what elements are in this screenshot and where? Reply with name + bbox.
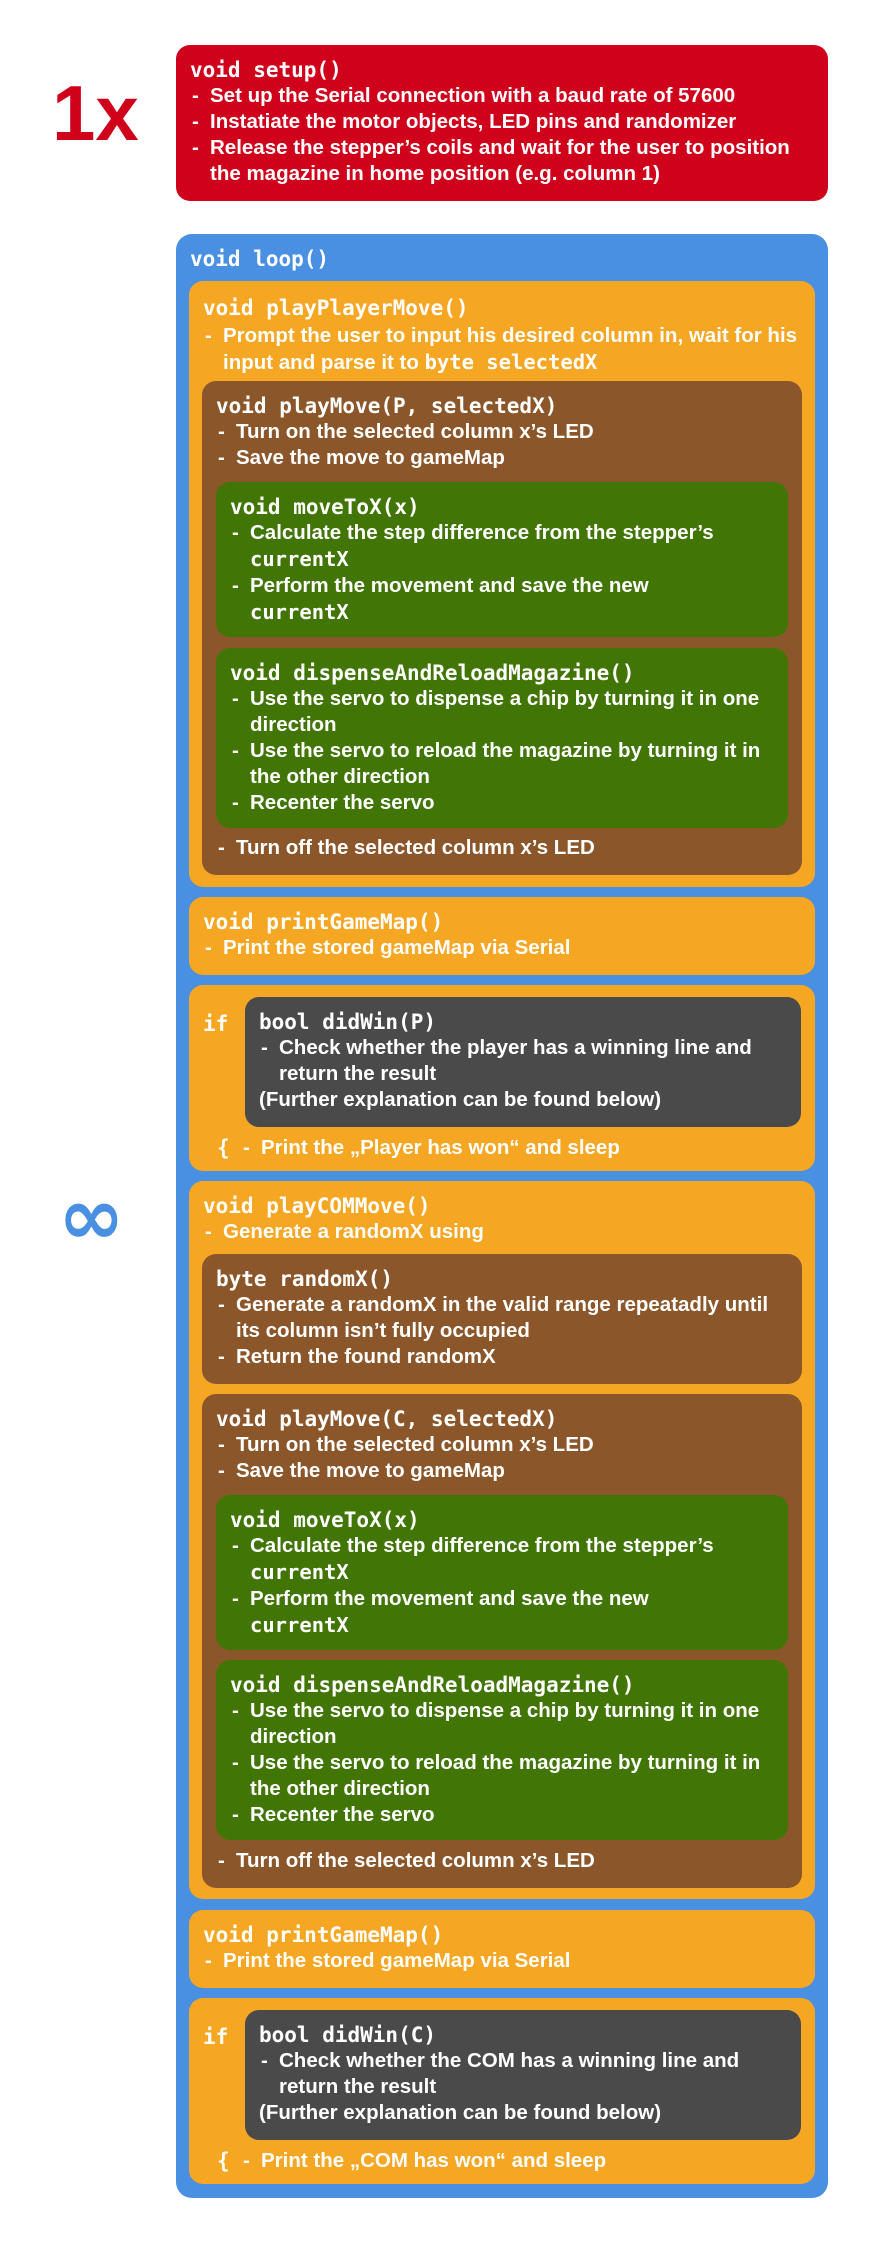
list-item: - Save the move to gameMap: [216, 445, 786, 471]
print-game-map-list: [203, 1948, 803, 1974]
list-item: - Save the move to gameMap: [216, 1458, 786, 1484]
setup-header: void setup(): [190, 58, 342, 82]
dispense-c-block: [216, 1660, 788, 1840]
list-item: - Recenter the servo: [230, 1802, 780, 1828]
brace: {: [217, 1136, 230, 1160]
if-keyword: if: [203, 2025, 229, 2049]
print-game-map-block: [189, 1910, 815, 1988]
inline-code: currentX: [250, 1560, 349, 1584]
did-win-p-header: bool didWin(P): [259, 1010, 437, 1034]
dispense-c-header: void dispenseAndReloadMagazine(): [230, 1673, 635, 1697]
did-win-p-list: [259, 1035, 779, 1087]
list-item: - Return the found randomX: [216, 1344, 786, 1370]
list-item: - Use the servo to reload the magazine by turning it in the other direction: [230, 1750, 780, 1802]
play-com-move-header: void playCOMMove(): [203, 1194, 431, 1218]
print-game-map-header: void printGameMap(): [203, 1923, 444, 1947]
list-item: - Calculate the step difference from the stepper’s currentX: [230, 520, 780, 573]
if-com-won-block: [189, 1998, 815, 2184]
play-move-p-list: [216, 419, 786, 471]
play-move-p-header: void playMove(P, selectedX): [216, 394, 558, 418]
dispense-p-header: void dispenseAndReloadMagazine(): [230, 661, 635, 685]
list-item: - Print the „COM has won“ and sleep: [241, 2148, 781, 2174]
inline-code: byte selectedX: [424, 350, 598, 374]
if-keyword: if: [203, 1012, 229, 1036]
list-item: - Print the „Player has won“ and sleep: [241, 1135, 781, 1161]
list-item: - Print the stored gameMap via Serial: [203, 1948, 803, 1974]
play-move-c-header: void playMove(C, selectedX): [216, 1407, 558, 1431]
setup-list: [190, 83, 810, 187]
did-win-c-block: [245, 2010, 801, 2140]
list-item: - Calculate the step difference from the stepper’s currentX: [230, 1533, 780, 1586]
once-label: 1x: [52, 69, 139, 157]
did-win-c-list: [259, 2048, 779, 2100]
move-to-x-c-block: [216, 1495, 788, 1650]
did-win-p-block: [245, 997, 801, 1127]
dispense-p-list: [230, 686, 780, 816]
did-win-p-note: (Further explanation can be found below): [259, 1088, 662, 1111]
move-to-x-c-list: [230, 1533, 780, 1639]
did-win-c-note: (Further explanation can be found below): [259, 2101, 662, 2124]
list-item: - Perform the movement and save the new currentX: [230, 1586, 780, 1639]
brace: {: [217, 2149, 230, 2173]
list-item: - Release the stepper’s coils and wait for the user to position the magazine in home position (e.g. column 1): [190, 135, 810, 187]
list-item: - Instatiate the motor objects, LED pins and randomizer: [190, 109, 810, 135]
list-item: - Use the servo to reload the magazine by turning it in the other direction: [230, 738, 780, 790]
list-item: - Print the stored gameMap via Serial: [203, 935, 803, 961]
play-com-move-list: [203, 1219, 803, 1245]
dispense-c-list: [230, 1698, 780, 1828]
play-move-c-footer: [216, 1848, 786, 1874]
list-item: - Prompt the user to input his desired column in, wait for his input and parse it to byte selectedX: [203, 323, 803, 376]
play-move-p-footer: [216, 835, 786, 861]
inline-code: currentX: [250, 600, 349, 624]
list-item: - Generate a randomX using: [203, 1219, 803, 1245]
play-player-move-list: [203, 323, 803, 376]
play-move-c-list: [216, 1432, 786, 1484]
list-item: - Check whether the player has a winning line and return the result: [259, 1035, 779, 1087]
inline-code: currentX: [250, 547, 349, 571]
list-item: - Turn on the selected column x’s LED: [216, 1432, 786, 1458]
random-x-list: [216, 1292, 786, 1370]
play-player-move-header: void playPlayerMove(): [203, 296, 469, 320]
list-item: - Turn on the selected column x’s LED: [216, 419, 786, 445]
list-item: - Turn off the selected column x’s LED: [216, 835, 786, 861]
list-item: - Check whether the COM has a winning line and return the result: [259, 2048, 779, 2100]
list-item: - Set up the Serial connection with a baud rate of 57600: [190, 83, 810, 109]
move-to-x-p-list: [230, 520, 780, 626]
list-item: - Perform the movement and save the new currentX: [230, 573, 780, 626]
move-to-x-c-header: void moveToX(x): [230, 1508, 420, 1532]
move-to-x-p-block: [216, 482, 788, 637]
setup-block: [176, 45, 828, 201]
list-item: - Use the servo to dispense a chip by turning it in one direction: [230, 686, 780, 738]
random-x-block: [202, 1254, 802, 1384]
list-item: - Recenter the servo: [230, 790, 780, 816]
print-game-map-header: void printGameMap(): [203, 910, 444, 934]
dispense-p-block: [216, 648, 788, 828]
print-game-map-block: [189, 897, 815, 975]
infinity-icon: ∞: [58, 1170, 125, 1263]
player-won-result: [241, 1135, 781, 1161]
list-item: - Generate a randomX in the valid range repeatadly until its column isn’t fully occupied: [216, 1292, 786, 1344]
random-x-header: byte randomX(): [216, 1267, 394, 1291]
print-game-map-list: [203, 935, 803, 961]
did-win-c-header: bool didWin(C): [259, 2023, 437, 2047]
inline-code: currentX: [250, 1613, 349, 1637]
com-won-result: [241, 2148, 781, 2174]
list-item: - Turn off the selected column x’s LED: [216, 1848, 786, 1874]
loop-header: void loop(): [190, 247, 330, 271]
if-player-won-block: [189, 985, 815, 1171]
move-to-x-p-header: void moveToX(x): [230, 495, 420, 519]
list-item: - Use the servo to dispense a chip by turning it in one direction: [230, 1698, 780, 1750]
